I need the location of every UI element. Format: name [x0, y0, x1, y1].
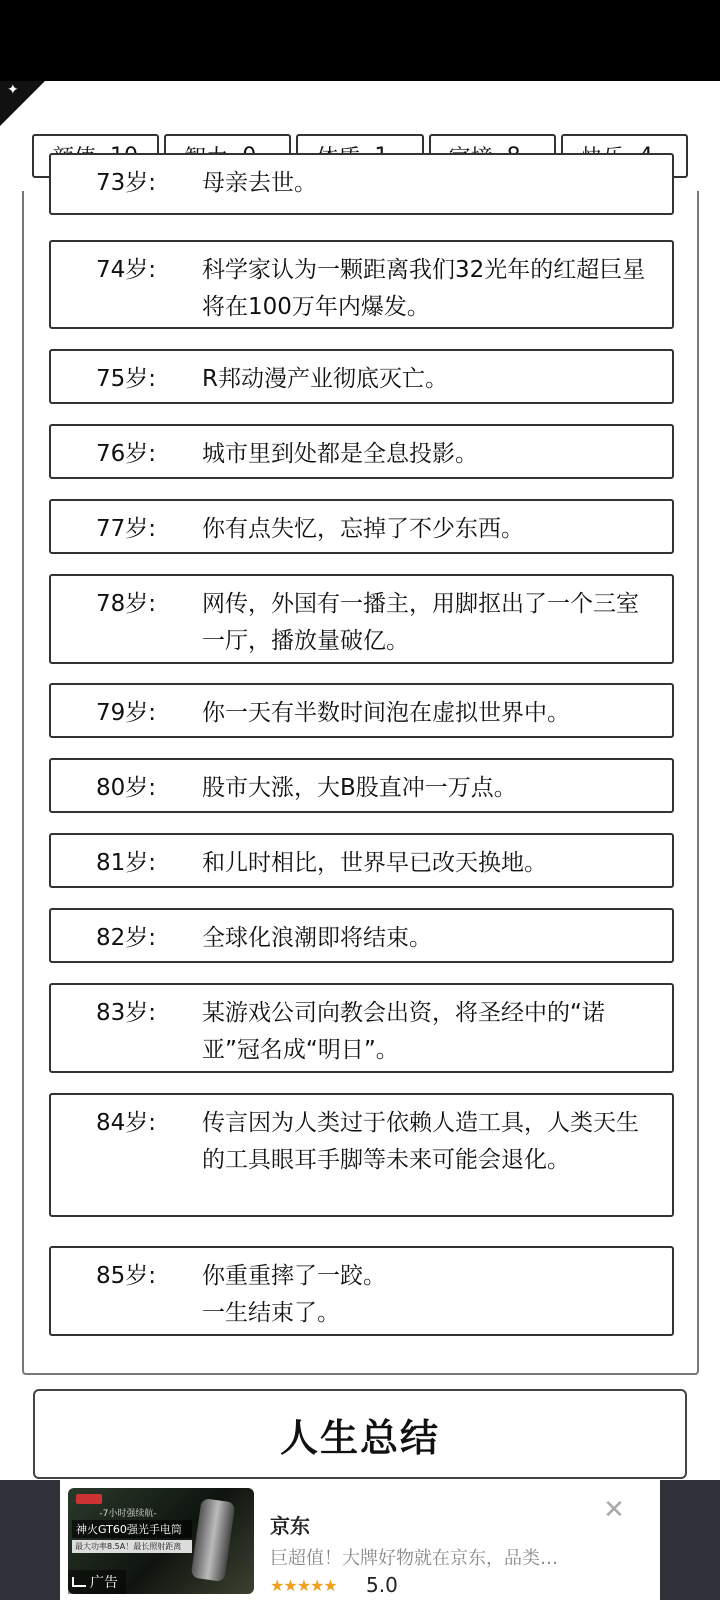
event-text: 和儿时相比，世界早已改天换地。	[202, 850, 547, 876]
ad-image[interactable]	[68, 1488, 254, 1594]
event-age: 82岁:	[96, 925, 157, 951]
brand-logo-icon	[76, 1494, 102, 1504]
event-row	[49, 758, 674, 813]
event-text: 股市大涨，大B股直冲一万点。	[202, 775, 517, 801]
event-age: 79岁:	[96, 700, 157, 726]
event-text: 全球化浪潮即将结束。	[202, 925, 432, 951]
event-text: 母亲去世。	[202, 170, 317, 196]
event-row	[49, 424, 674, 479]
event-text: 网传，外国有一播主，用脚抠出了一个三室一厅，播放量破亿。	[202, 591, 639, 654]
event-age: 74岁:	[96, 257, 157, 283]
event-age: 77岁:	[96, 516, 157, 542]
event-row	[49, 1093, 674, 1217]
event-text: 你有点失忆，忘掉了不少东西。	[202, 516, 524, 542]
ad-rating-value: 5.0	[366, 1573, 398, 1597]
event-text: R邦动漫产业彻底灭亡。	[202, 366, 448, 392]
event-row	[49, 153, 674, 215]
status-bar	[0, 0, 720, 81]
life-summary-button[interactable]: 人生总结	[33, 1389, 687, 1479]
event-text: 你一天有半数时间泡在虚拟世界中。	[202, 700, 570, 726]
event-row	[49, 240, 674, 329]
ad-label-text: 广告	[90, 1575, 118, 1591]
ad-banner[interactable]	[60, 1480, 660, 1600]
event-row	[49, 983, 674, 1073]
event-row	[49, 349, 674, 404]
ad-description[interactable]: 巨超值！大牌好物就在京东，品类…	[270, 1548, 558, 1569]
ad-image-spec: 最大功率8.5A！最长照射距离	[72, 1540, 192, 1553]
flashlight-image	[191, 1498, 236, 1582]
event-age: 84岁:	[96, 1110, 157, 1136]
event-age: 76岁:	[96, 441, 157, 467]
event-age: 83岁:	[96, 1000, 157, 1026]
event-row	[49, 683, 674, 738]
event-row	[49, 574, 674, 664]
event-text: 某游戏公司向教会出资，将圣经中的“诺亚”冠名成“明日”。	[202, 1000, 605, 1063]
event-text: 传言因为人类过于依赖人造工具，人类天生的工具眼耳手脚等未来可能会退化。	[202, 1110, 639, 1173]
star-rating-icon: ★★★★★	[270, 1576, 337, 1595]
event-text: 你重重摔了一跤。 一生结束了。	[202, 1263, 386, 1326]
event-row	[49, 1246, 674, 1336]
ad-image-slogan: -7小时强续航-	[99, 1509, 157, 1519]
event-age: 73岁:	[96, 170, 157, 196]
sparkle-icon: ✦	[7, 82, 19, 98]
ad-label	[68, 1570, 126, 1594]
event-row	[49, 908, 674, 963]
event-age: 85岁:	[96, 1263, 157, 1289]
event-row	[49, 499, 674, 554]
ad-image-product: 神火GT60强光手电筒	[72, 1520, 192, 1538]
event-row	[49, 833, 674, 888]
event-age: 81岁:	[96, 850, 157, 876]
event-age: 75岁:	[96, 366, 157, 392]
ad-logo-icon	[72, 1577, 86, 1587]
close-icon[interactable]: ✕	[603, 1495, 625, 1525]
ad-title[interactable]: 京东	[270, 1514, 310, 1538]
event-list[interactable]	[22, 170, 699, 1375]
event-text: 科学家认为一颗距离我们32光年的红超巨星将在100万年内爆发。	[202, 257, 646, 320]
event-text: 城市里到处都是全息投影。	[202, 441, 478, 467]
event-age: 78岁:	[96, 591, 157, 617]
event-age: 80岁:	[96, 775, 157, 801]
